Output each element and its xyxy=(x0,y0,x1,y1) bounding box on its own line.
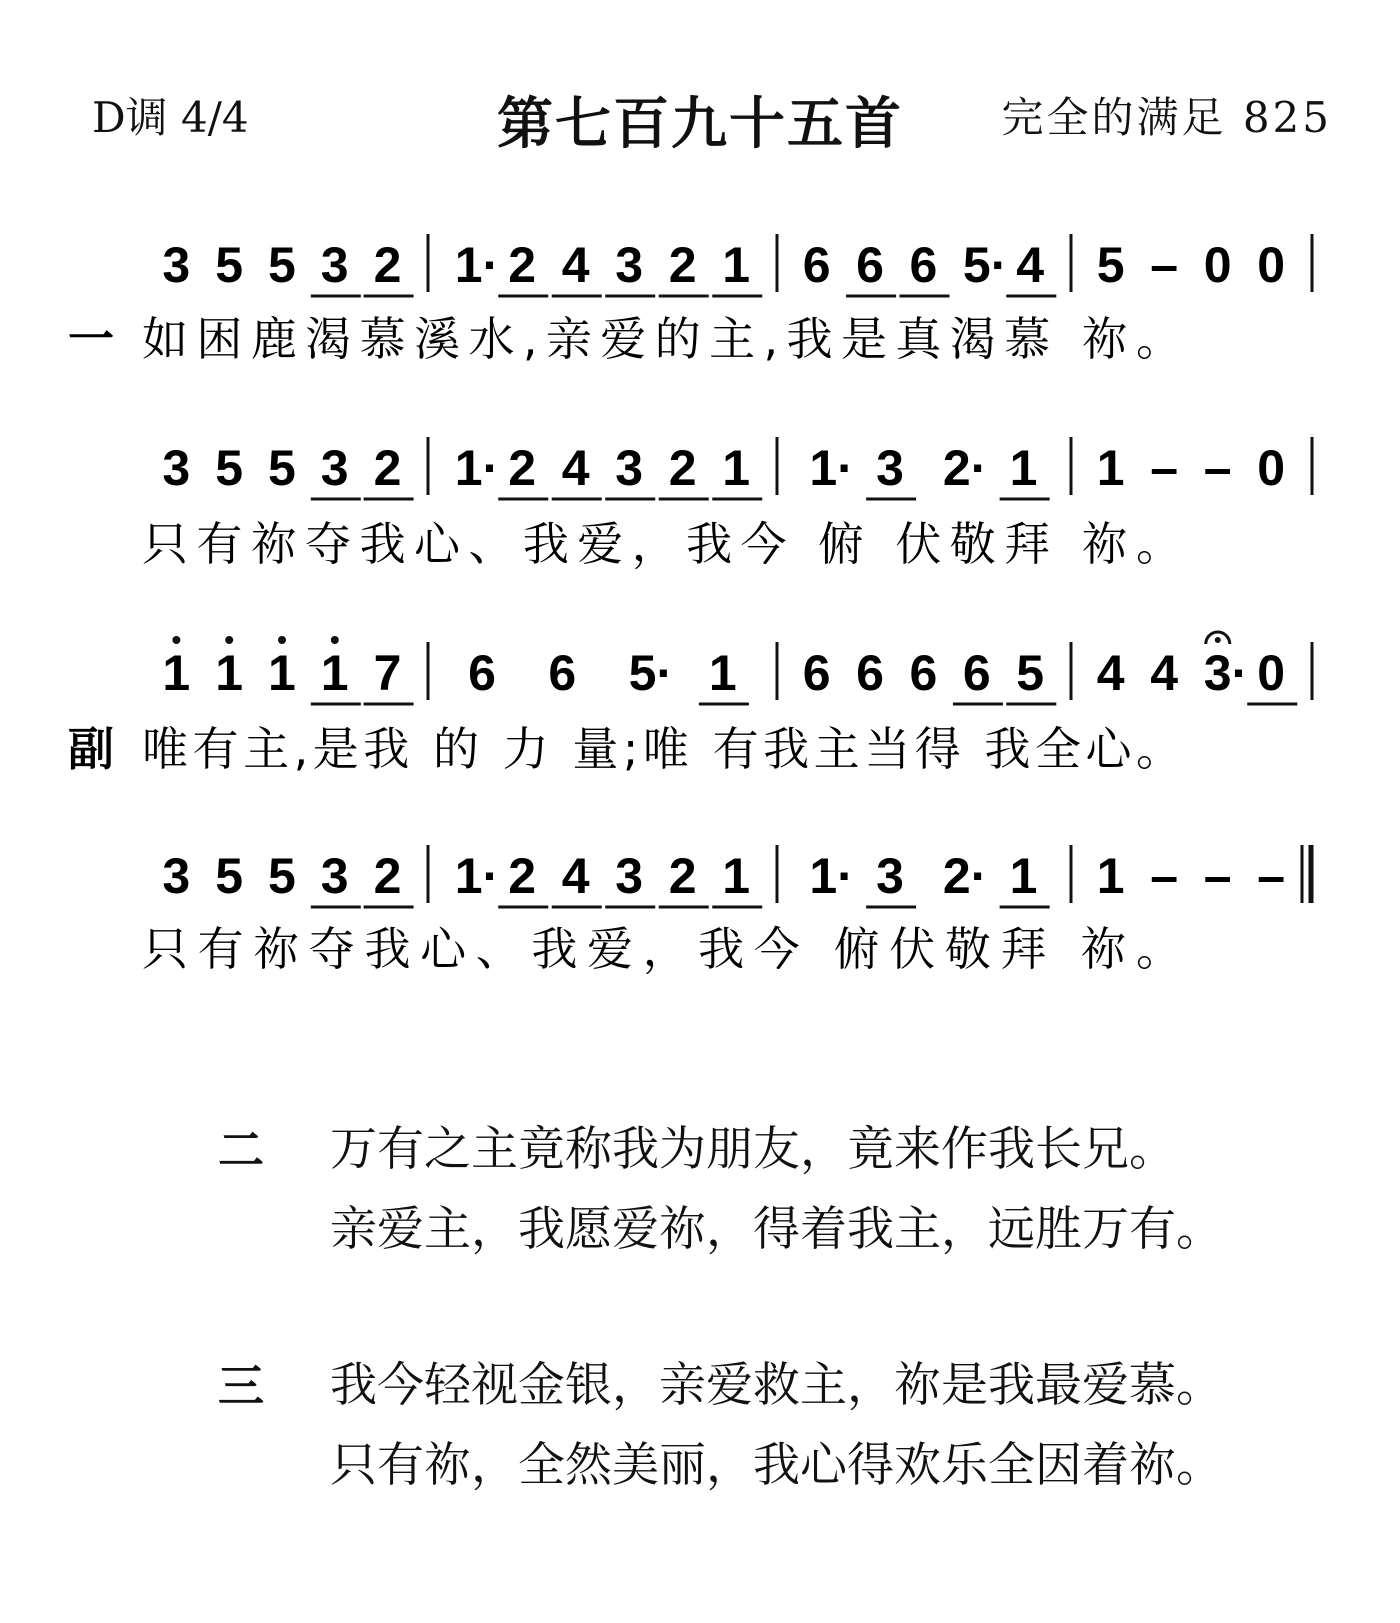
lyric-line: 只有祢夺我心、我爱，我今 俯 伏敬拜 祢。 xyxy=(142,517,1182,571)
note: 3 xyxy=(162,848,191,904)
note: – xyxy=(1150,237,1179,293)
note: 6 xyxy=(802,645,831,701)
note: 7 xyxy=(373,645,402,701)
note: 1· xyxy=(454,237,500,293)
note: 0 xyxy=(1257,440,1286,496)
note: 2 xyxy=(373,848,402,904)
note: 3 xyxy=(162,237,191,293)
note: – xyxy=(1203,440,1232,496)
note: 1· xyxy=(809,440,854,496)
note: 3 xyxy=(615,237,644,293)
note: 1· xyxy=(454,440,500,496)
note: 6 xyxy=(856,645,884,701)
note: 6 xyxy=(802,237,831,293)
note: 2· xyxy=(942,440,988,496)
verse-line: 亲爱主，我愿爱祢，得着我主，远胜万有。 xyxy=(330,1202,1223,1257)
note: 2 xyxy=(373,440,402,496)
verse-label: 一 xyxy=(68,312,114,366)
high-octave-dot xyxy=(278,636,286,644)
note: 5 xyxy=(1016,645,1045,701)
verse-label: 副 xyxy=(68,722,114,776)
high-octave-dot xyxy=(331,636,339,644)
lyric-line: 唯有主,是我 的 力 量;唯 有我主当得 我全心。 xyxy=(142,722,1182,776)
note: 6 xyxy=(909,237,938,293)
note: 6 xyxy=(962,645,991,701)
note: 5 xyxy=(268,848,296,904)
note: 5 xyxy=(215,237,244,293)
note: 2 xyxy=(508,440,537,496)
note: 1 xyxy=(722,848,751,904)
note: 2 xyxy=(508,237,537,293)
note: 4 xyxy=(1016,237,1045,293)
note: 5· xyxy=(628,645,674,701)
note: 1 xyxy=(708,645,737,701)
note: 2· xyxy=(942,848,988,904)
fermata-dot xyxy=(1215,637,1221,643)
verse-label: 三 xyxy=(218,1359,264,1413)
hymn-subtitle: 完全的满足 825 xyxy=(1001,93,1332,142)
note: 3 xyxy=(615,440,644,496)
note: 4 xyxy=(1150,645,1179,701)
note: 5 xyxy=(268,440,296,496)
note: 3 xyxy=(615,848,644,904)
note: 1 xyxy=(215,645,244,701)
note: 5 xyxy=(215,440,244,496)
note: 5 xyxy=(215,848,244,904)
note: 1 xyxy=(268,645,296,701)
note: 2 xyxy=(668,440,697,496)
note: 3 xyxy=(876,848,904,904)
note: 1 xyxy=(1096,440,1125,496)
verse-label: 二 xyxy=(218,1123,264,1177)
note: 6 xyxy=(856,237,884,293)
note: 1 xyxy=(722,440,751,496)
note: 0 xyxy=(1257,645,1286,701)
note: – xyxy=(1150,848,1179,904)
note: 1 xyxy=(722,237,751,293)
high-octave-dot xyxy=(225,636,233,644)
note: 5· xyxy=(962,237,1008,293)
note: 4 xyxy=(1096,645,1125,701)
verse-line: 我今轻视金银，亲爱救主，祢是我最爱慕。 xyxy=(330,1358,1223,1413)
high-octave-dot xyxy=(172,636,180,644)
note: 0 xyxy=(1257,237,1286,293)
note: 3 xyxy=(320,237,349,293)
note: 1 xyxy=(1096,848,1125,904)
key-signature: D调 4/4 xyxy=(92,93,249,142)
note: 5 xyxy=(268,237,296,293)
note: 0 xyxy=(1203,237,1232,293)
note: 2 xyxy=(373,237,402,293)
note: 4 xyxy=(561,440,590,496)
note: 3· xyxy=(1203,645,1249,701)
note: 2 xyxy=(668,237,697,293)
note: 1· xyxy=(809,848,854,904)
lyric-line: 只有祢夺我心、我爱，我今 俯伏敬拜 祢。 xyxy=(142,922,1182,976)
note: 3 xyxy=(876,440,904,496)
note: 4 xyxy=(561,848,590,904)
note: 6 xyxy=(909,645,938,701)
note: 2 xyxy=(668,848,697,904)
lyric-line: 如困鹿渴慕溪水,亲爱的主,我是真渴慕 祢。 xyxy=(142,312,1182,366)
note: 6 xyxy=(468,645,496,701)
note: 1 xyxy=(162,645,191,701)
note: 4 xyxy=(561,237,590,293)
note: 5 xyxy=(1096,237,1125,293)
note: 6 xyxy=(548,645,577,701)
note: 3 xyxy=(320,440,349,496)
note: – xyxy=(1257,848,1286,904)
note: 2 xyxy=(508,848,537,904)
verse-line: 万有之主竟称我为朋友，竟来作我长兄。 xyxy=(330,1122,1176,1177)
note: – xyxy=(1150,440,1179,496)
verse-line: 只有祢，全然美丽，我心得欢乐全因着祢。 xyxy=(330,1438,1223,1493)
note: – xyxy=(1203,848,1232,904)
note: 3 xyxy=(320,848,349,904)
note: 1 xyxy=(320,645,349,701)
note: 1· xyxy=(454,848,500,904)
hymn-title: 第七百九十五首 xyxy=(497,92,903,157)
note: 1 xyxy=(1009,440,1038,496)
note: 3 xyxy=(162,440,191,496)
note: 1 xyxy=(1009,848,1038,904)
